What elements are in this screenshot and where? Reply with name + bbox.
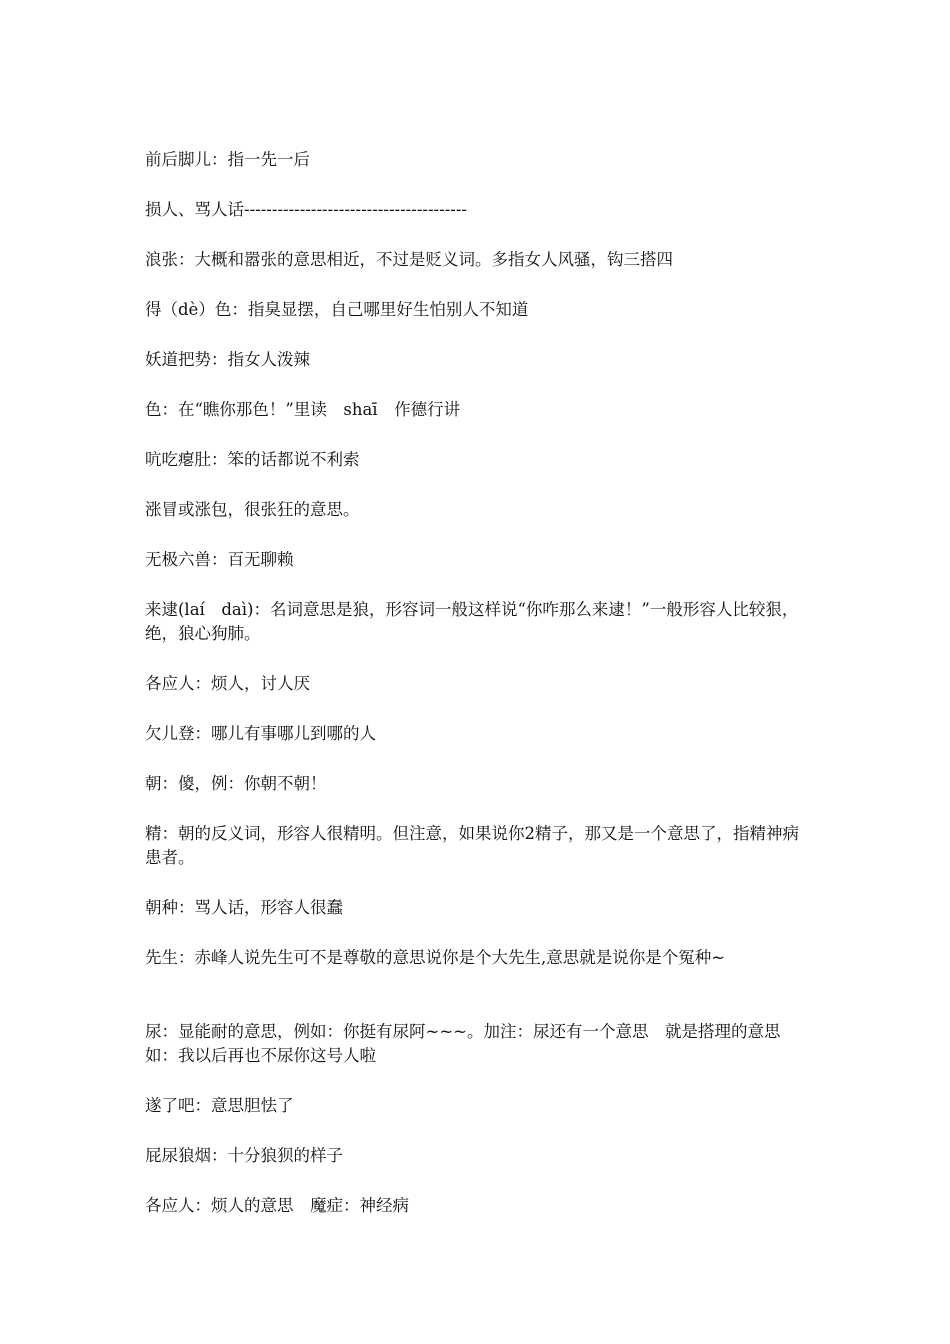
paragraph-13: 朝：傻，例：你朝不朝！ — [145, 774, 327, 793]
paragraph-12: 欠儿登：哪儿有事哪儿到哪的人 — [145, 724, 376, 743]
paragraph-4: 得（dè）色：指臭显摆，自己哪里好生怕别人不知道 — [145, 300, 529, 319]
paragraph-14: 精：朝的反义词，形容人很精明。但注意，如果说你2精子，那又是一个意思了，指精神病患者。 — [145, 824, 799, 867]
paragraph-17: 尿：显能耐的意思，例如：你挺有尿阿~~~。加注：尿还有一个意思 就是搭理的意思 如：我以后再也不尿你这号人啦 — [145, 1022, 797, 1065]
paragraph-3: 浪张：大概和嚣张的意思相近，不过是贬义词。多指女人风骚，钩三搭四 — [145, 250, 673, 269]
paragraph-20: 各应人：烦人的意思 魔症：神经病 — [145, 1196, 409, 1215]
paragraph-8: 涨冒或涨包，很张狂的意思。 — [145, 500, 360, 519]
paragraph-6: 色：在“瞧你那色！”里读 shaī 作德行讲 — [145, 400, 461, 419]
paragraph-15: 朝种：骂人话，形容人很蠢 — [145, 898, 343, 917]
paragraph-11: 各应人：烦人，讨人厌 — [145, 674, 310, 693]
paragraph-5: 妖道把势：指女人泼辣 — [145, 350, 310, 369]
paragraph-19: 屁尿狼烟：十分狼狈的样子 — [145, 1146, 343, 1165]
paragraph-9: 无极六兽：百无聊赖 — [145, 550, 294, 569]
paragraph-16: 先生：赤峰人说先生可不是尊敬的意思说你是个大先生,意思就是说你是个冤种~ — [145, 948, 726, 967]
paragraph-10: 来逮(laí daì)：名词意思是狼，形容词一般这样说“你咋那么来逮！”一般形容人比较狠，绝，狼心狗肺。 — [145, 600, 799, 643]
paragraph-2: 损人、骂人话---------------------------------------- — [145, 200, 468, 219]
paragraph-18: 遂了吧：意思胆怯了 — [145, 1096, 294, 1115]
paragraph-1: 前后脚儿：指一先一后 — [145, 150, 310, 169]
paragraph-7: 吭吃瘪肚：笨的话都说不利索 — [145, 450, 360, 469]
